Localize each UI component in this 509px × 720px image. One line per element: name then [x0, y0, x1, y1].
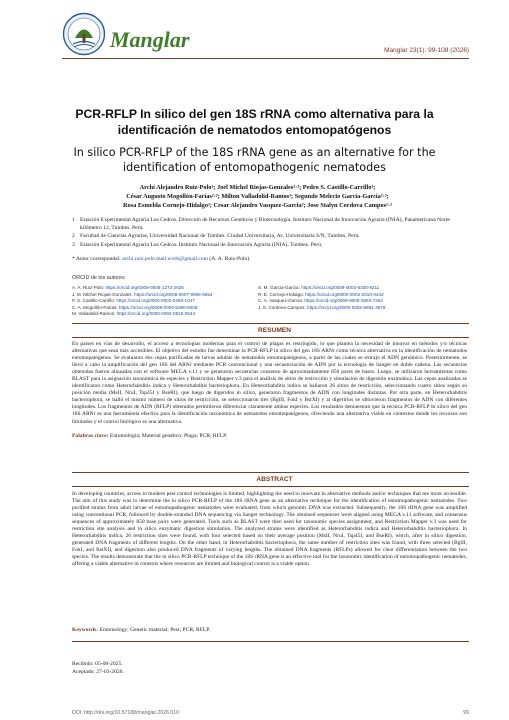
abstract-keywords	[72, 627, 210, 633]
accepted-date: Aceptado: 27-03-2026.	[72, 669, 124, 675]
author-line: Rosa Esmelda Cornejo-Hidalgo²; Cesar Alejandro Vasquez-Garcia²; Jose Stalyn Cordova Campos¹·²	[122, 202, 393, 210]
corresponding-prefix: * Autor correspondal:	[72, 256, 121, 262]
orcid-entry	[72, 298, 212, 305]
affiliation	[72, 216, 462, 232]
affiliation-number: 3	[72, 241, 75, 248]
abstract-divider-end	[72, 641, 469, 642]
affiliation-text: Estación Experimental Agraria Los Cedros. Dirección de Recursos Genéticos y Biotecnología. Instituto Nacional de Innovación Agraria (INIA), Panamericana Norte kilómetro 12, Tumbes. Perú.	[80, 217, 450, 232]
affiliation-text: Facultad de Ciencias Agrarias, Universidad Nacional de Tumbes. Ciudad Universitaria, Av. Universitaria S/N, Tumbes, Perú.	[80, 233, 360, 240]
affiliation-number: 1	[72, 217, 75, 223]
title-spanish: PCR-RFLP In silico del gen 18S rRNA como alternativa para la identificación de nematodos entomopatógenos	[75, 107, 434, 137]
affiliations	[72, 216, 462, 249]
orcid-link[interactable]: https://orcid.org/0000-0002-0255-1047	[116, 298, 195, 304]
orcid-entry	[72, 292, 212, 299]
orcid-author: A. A. Ruiz-Polo:	[72, 285, 105, 290]
orcid-author: J. S. Cordova-Campos:	[258, 304, 306, 310]
orcid-entry	[72, 285, 212, 292]
orcid-entry	[72, 305, 212, 312]
keywords-label: Keywords:	[72, 627, 99, 633]
author-line: César Augusto Mogollón-Farías²·³; Milton Valladolid-Ramos³; Segundo Melecio Garcia-Garcia²·³;	[126, 193, 389, 201]
abstract-divider-bottom	[72, 486, 469, 487]
abstract-heading: ABSTRACT	[256, 476, 293, 483]
orcid-author: S. M. Garcia-Garcia:	[258, 285, 300, 290]
affiliation	[72, 232, 462, 240]
orcid-link[interactable]: https://orcid.org/0000-0002-5891-4679	[307, 304, 386, 310]
keywords-text: Entomología; Material genético; Plaga; PCR; RFLP.	[109, 433, 228, 439]
affiliation-number: 2	[72, 233, 75, 240]
orcid-author: P. S. Castillo-Carrillo:	[72, 298, 116, 304]
orcid-entry	[258, 292, 385, 299]
orcid-link[interactable]: https://orcid.org/0009-0007-9966-9554	[134, 291, 213, 297]
author-line: Archi Alejandro Ruiz-Polo¹; Joel Michel Riojas-Gonzales²·³; Pedro S. Castillo-Carrillo³;	[139, 184, 376, 191]
keywords-label: Palabras clave:	[72, 433, 109, 439]
orcid-author: M. Valladolid-Ramos:	[72, 311, 116, 317]
orcid-entry	[258, 298, 385, 305]
keywords-text: Entomology; Genetic material; Pest; PCR; RFLP.	[99, 627, 211, 633]
corresponding-author	[72, 256, 251, 262]
page-number: 99	[463, 710, 469, 716]
resumen-body: En países en vías de desarrollo, el acceso a tecnologías modernas para el control de plagas es restringido, lo que plantea la necesidad de innovar en métodos y/o técnicas alternativas que sean más accesibles. El objetivo del estudio fue determinar la PCR-RFLP in silico del gen 18S ARNr como técnica alternativa en la identificación de nematodos entomopatógenos. Se evaluaron dos cepas purificadas de larvas adultas de nematodos entomopatógenos, a partir de las cuales se extrajo el ADN genómico. Posteriormente, se llevó a cabo la amplificación del gen 18S del ARNr mediante PCR convencional y una secuenciación de ADN por la tecnología de Sanger en doble cadena. Las secuencias obtenidas fueron alineadas con el software MEGA v.11 y se generaron secuencias consenso de aproximadamente 850 pares de bases. Luego, se utilizaron herramientas como BLAST para la asignación taxonómica de especies y Restriction Mapper v.3 para el análisis de sitios de restricción y simulación de digestión enzimática. Las cepas analizadas se identificaron como Heterorhabditis indica y Heterorhabditis bacteriophora. En Heterorhabditis indica se hallaron 26 sitios de restricción, seleccionando cuatro sitios según su posición media (MsII, NruI, Tsp45I y BseRI), que luego de digeridos in silico, generaron fragmentos de ADN con longitudes distintas. Por otra parte, en Heterorhabditis bacteriophora, se halló el mismo número de sitios de restricción, se seleccionaron tres (BglII, FokI y BstXI) y al digerirlos se obtuvieron fragmentos de ADN con diferentes longitudes. Los fragmentos de ADN (RFLP) obtenidos permitieron diferenciar claramente ambas especies. Los resultados demuestran que la técnica PCR-RFLP In silico del gen 18S ARNr es una herramienta efectiva para la identificación taxonómica de nematodos entomopatógenos, ofreciendo una alternativa viable en contextos donde los recursos son limitados y el control biológico es una alternativa.	[72, 341, 467, 425]
orcid-entry	[258, 285, 385, 292]
orcid-link[interactable]: https://orcid.org/0009-0005-2803-7264	[304, 298, 383, 304]
orcid-author: R. E. Cornejo-Hidalgo:	[258, 291, 304, 297]
orcid-link[interactable]: https://orcid.org/0009-0003-6300-9211	[301, 285, 380, 290]
orcid-entry	[258, 305, 385, 312]
orcid-heading: ORCID de los autores	[72, 275, 125, 281]
journal-brand: Manglar	[110, 27, 190, 52]
orcid-link[interactable]: https://orcid.org/0000-0002-2010-0442	[305, 291, 384, 297]
journal-logo	[62, 12, 106, 56]
abstract-divider-top	[72, 472, 469, 473]
orcid-author: C. A. Mogollón-Farías:	[72, 304, 118, 310]
journal-reference: Manglar 23(1): 99-108 (2026)	[384, 47, 469, 54]
header-divider	[62, 58, 469, 59]
author-list	[60, 183, 455, 211]
orcid-entry	[72, 311, 212, 318]
orcid-link[interactable]: https://orcid.org/0009-0005-1273-2625	[105, 285, 184, 290]
orcid-list-left	[72, 285, 212, 318]
orcid-author: C. A. Vasquez-Garcia:	[258, 298, 304, 304]
corresponding-email-link[interactable]: archi.ruiz.polo.mail.work@gmail.com	[122, 256, 208, 262]
resumen-keywords	[72, 433, 227, 439]
affiliation-text: Estación Experimental Agraria Los Cedros. Instituto Nacional de Innovación Agraria (INIA). Tumbes. Perú.	[80, 241, 323, 248]
affiliation	[72, 241, 462, 249]
resumen-divider-bottom	[72, 337, 469, 338]
resumen-heading: RESUMEN	[258, 327, 291, 334]
received-date: Recibido: 05-08-2025.	[72, 661, 123, 667]
orcid-list-right	[258, 285, 385, 311]
orcid-link[interactable]: https://orcid.org/0009-0000-5390-9208	[118, 304, 198, 310]
doi-link[interactable]: DOI: http://doi.org/10.57188/manglar.2026.010	[72, 710, 179, 716]
article-dates	[72, 660, 124, 676]
resumen-divider-top	[72, 323, 469, 324]
abstract-body: In developing countries, access to modern pest control technologies is limited, highlighting the need to innovate in alternative methods and/or techniques that are more accessible. The aim of this study was to determine the in silico PCR-RFLP of the 18S rRNA gene as an alternative technique for the identification of entomopathogenic nematodes. Two purified strains from adult larvae of entomopathogenic nematodes were evaluated, from which genomic DNA was extracted. Subsequently, the 18S rRNA gene was amplified using conventional PCR, followed by double-stranded DNA sequencing via Sanger technology. The obtained sequences were aligned using MEGA v.11 software, and consensus sequences of approximately 850 base pairs were generated. Tools such as BLAST were then used for taxonomic species assignment, and Restriction Mapper v.3 was used for restriction site analysis and in silico enzymatic digestion simulation. The analyzed strains were identified as Heterorhabditis indica and Heterorhabditis bacteriophora. In Heterorhabditis indica, 26 restriction sites were found, with four selected based on their average position (MsII, NruI, Tsp45I, and BseRI), which, after in silico digestion, generated DNA fragments of different lengths. On the other hand, in Heterorhabditis bacteriophora, the same number of restriction sites was found, with three selected (BglII, FokI, and BstXI), and digestion also produced DNA fragments of varying lengths. The obtained DNA fragments (RFLPs) allowed for clear differentiation between the two species. The results demonstrate that the in silico PCR-RFLP technique of the 18S rRNA gene is an effective tool for the taxonomic identification of entomopathogenic nematodes, offering a viable alternative in contexts where resources are limited and biological control is a viable option.	[72, 491, 467, 568]
orcid-author: J. M. Michel Riojas-Gonzales:	[72, 291, 133, 297]
corresponding-suffix: (A. A. Ruiz-Polo).	[209, 256, 251, 262]
orcid-link[interactable]: https://orcid.org/0000-0002-0526-0544	[116, 311, 196, 317]
title-english: In silico PCR-RFLP of the 18S rRNA gene as an alternative for the identification of entomopathogenic nematodes	[73, 146, 436, 174]
